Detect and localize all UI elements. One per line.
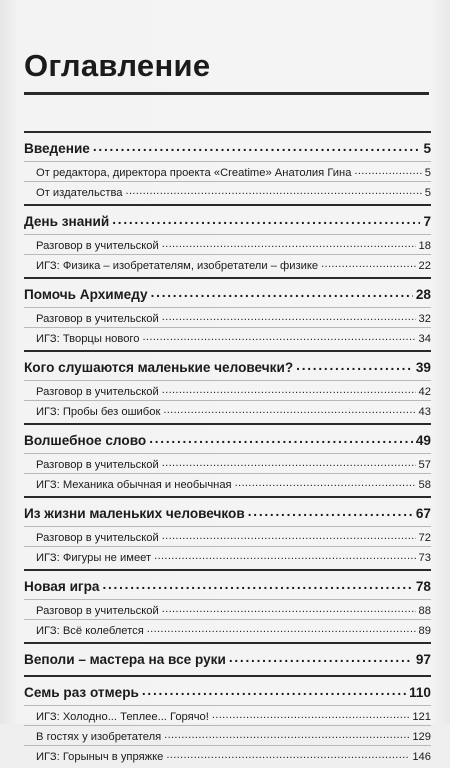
dot-leader — [354, 165, 421, 176]
chapter-title: Волшебное слово — [24, 432, 147, 448]
dot-leader — [162, 311, 416, 322]
toc-section — [24, 496, 431, 569]
subsection-entry[interactable] — [24, 400, 431, 420]
dot-leader — [112, 212, 420, 226]
chapter-title: Веполи – мастера на все руки — [24, 651, 226, 667]
dot-leader — [235, 477, 416, 488]
toc-section — [24, 277, 431, 350]
chapter-entry[interactable] — [24, 644, 431, 672]
subsection-page-number: 89 — [418, 625, 431, 638]
dot-leader — [212, 709, 409, 720]
dot-leader — [248, 504, 413, 518]
subsection-title: ИГЗ: Фигуры не имеет — [36, 552, 152, 565]
toc-section — [24, 131, 431, 204]
table-of-contents — [24, 131, 431, 768]
chapter-title: Помочь Архимеду — [24, 286, 148, 302]
subsection-title: ИГЗ: Механика обычная и необычная — [36, 479, 232, 492]
subsection-title: ИГЗ: Физика – изобретателям, изобретатели – физике — [36, 260, 319, 273]
subsection-page-number: 58 — [418, 479, 431, 492]
chapter-title: Семь раз отмерь — [24, 684, 139, 700]
chapter-title: Из жизни маленьких человечков — [24, 505, 245, 521]
subsection-page-number: 22 — [418, 260, 431, 273]
subsection-entry[interactable] — [24, 599, 431, 619]
dot-leader — [166, 749, 409, 760]
subsection-entry[interactable] — [24, 526, 431, 546]
chapter-page-number: 7 — [423, 213, 431, 229]
subsection-title: Разговор в учительской — [36, 313, 159, 326]
toc-section — [24, 423, 431, 496]
dot-leader — [296, 358, 413, 372]
chapter-title: Новая игра — [24, 578, 100, 594]
toc-section — [24, 350, 431, 423]
subsection-entry[interactable] — [24, 234, 431, 254]
dot-leader — [142, 331, 415, 342]
dot-leader — [93, 139, 421, 153]
dot-leader — [149, 431, 413, 445]
subsection-title: ИГЗ: Пробы без ошибок — [36, 406, 161, 419]
subsection-entry[interactable] — [24, 745, 431, 765]
chapter-page-number: 39 — [415, 359, 431, 375]
toc-section — [24, 675, 431, 768]
toc-section — [24, 569, 431, 642]
chapter-page-number: 78 — [415, 578, 431, 594]
toc-section — [24, 642, 431, 675]
subsection-entry[interactable] — [24, 473, 431, 493]
dot-leader — [147, 623, 416, 634]
chapter-page-number: 28 — [415, 286, 431, 302]
subsection-entry[interactable] — [24, 254, 431, 274]
chapter-page-number: 67 — [415, 505, 431, 521]
subsection-entry[interactable] — [24, 327, 431, 347]
dot-leader — [162, 238, 416, 249]
subsection-page-number: 57 — [418, 459, 431, 472]
chapter-entry[interactable] — [24, 677, 431, 705]
dot-leader — [164, 729, 409, 740]
dot-leader — [142, 683, 406, 697]
subsection-title: Разговор в учительской — [36, 240, 159, 253]
chapter-page-number: 5 — [423, 140, 431, 156]
page-title: Оглавление — [24, 48, 211, 83]
subsection-page-number: 73 — [418, 552, 431, 565]
chapter-entry[interactable] — [24, 206, 431, 234]
chapter-entry[interactable] — [24, 352, 431, 380]
subsection-entry[interactable] — [24, 307, 431, 327]
chapter-title: Кого слушаются маленькие человечки? — [24, 359, 294, 375]
dot-leader — [162, 530, 416, 541]
chapter-entry[interactable] — [24, 571, 431, 599]
subsection-entry[interactable] — [24, 181, 431, 201]
subsection-entry[interactable] — [24, 546, 431, 566]
subsection-page-number: 129 — [412, 731, 431, 744]
dot-leader — [163, 404, 415, 415]
subsection-title: ИГЗ: Творцы нового — [36, 333, 140, 346]
subsection-title: Разговор в учительской — [36, 459, 159, 472]
subsection-page-number: 5 — [424, 187, 431, 200]
subsection-title: От издательства — [36, 187, 123, 200]
dot-leader — [151, 285, 413, 299]
chapter-entry[interactable] — [24, 498, 431, 526]
chapter-page-number: 110 — [409, 684, 431, 700]
dot-leader — [154, 550, 415, 561]
dot-leader — [102, 577, 412, 591]
chapter-title: День знаний — [24, 213, 110, 229]
subsection-page-number: 32 — [418, 313, 431, 326]
chapter-page-number: 49 — [415, 432, 431, 448]
chapter-entry[interactable] — [24, 133, 431, 161]
subsection-entry[interactable] — [24, 705, 431, 725]
dot-leader — [162, 384, 416, 395]
chapter-title: Введение — [24, 140, 90, 156]
subsection-page-number: 5 — [424, 167, 431, 180]
subsection-page-number: 34 — [418, 333, 431, 346]
subsection-entry[interactable] — [24, 380, 431, 400]
subsection-page-number: 42 — [418, 386, 431, 399]
dot-leader — [229, 650, 413, 664]
subsection-entry[interactable] — [24, 161, 431, 181]
subsection-entry[interactable] — [24, 725, 431, 745]
subsection-page-number: 43 — [418, 406, 431, 419]
title-underline — [24, 92, 429, 95]
subsection-entry[interactable] — [24, 453, 431, 473]
subsection-title: Разговор в учительской — [36, 386, 159, 399]
subsection-title: В гостях у изобретателя — [36, 731, 162, 744]
subsection-title: ИГЗ: Холодно... Теплее... Горячо! — [36, 711, 209, 724]
subsection-title: От редактора, директора проекта «Creatime» Анатолия Гина — [36, 167, 352, 180]
subsection-page-number: 146 — [412, 751, 431, 764]
chapter-entry[interactable] — [24, 279, 431, 307]
subsection-title: Разговор в учительской — [36, 605, 159, 618]
chapter-page-number: 97 — [415, 651, 431, 667]
subsection-entry[interactable] — [24, 619, 431, 639]
subsection-title: ИГЗ: Всё колеблется — [36, 625, 144, 638]
subsection-page-number: 72 — [418, 532, 431, 545]
subsection-title: ИГЗ: Горыныч в упряжке — [36, 751, 164, 764]
chapter-entry[interactable] — [24, 425, 431, 453]
dot-leader — [162, 457, 416, 468]
subsection-page-number: 18 — [418, 240, 431, 253]
toc-section — [24, 204, 431, 277]
subsection-page-number: 88 — [418, 605, 431, 618]
dot-leader — [321, 258, 415, 269]
dot-leader — [126, 185, 422, 196]
dot-leader — [162, 603, 416, 614]
subsection-title: Разговор в учительской — [36, 532, 159, 545]
subsection-page-number: 121 — [412, 711, 431, 724]
